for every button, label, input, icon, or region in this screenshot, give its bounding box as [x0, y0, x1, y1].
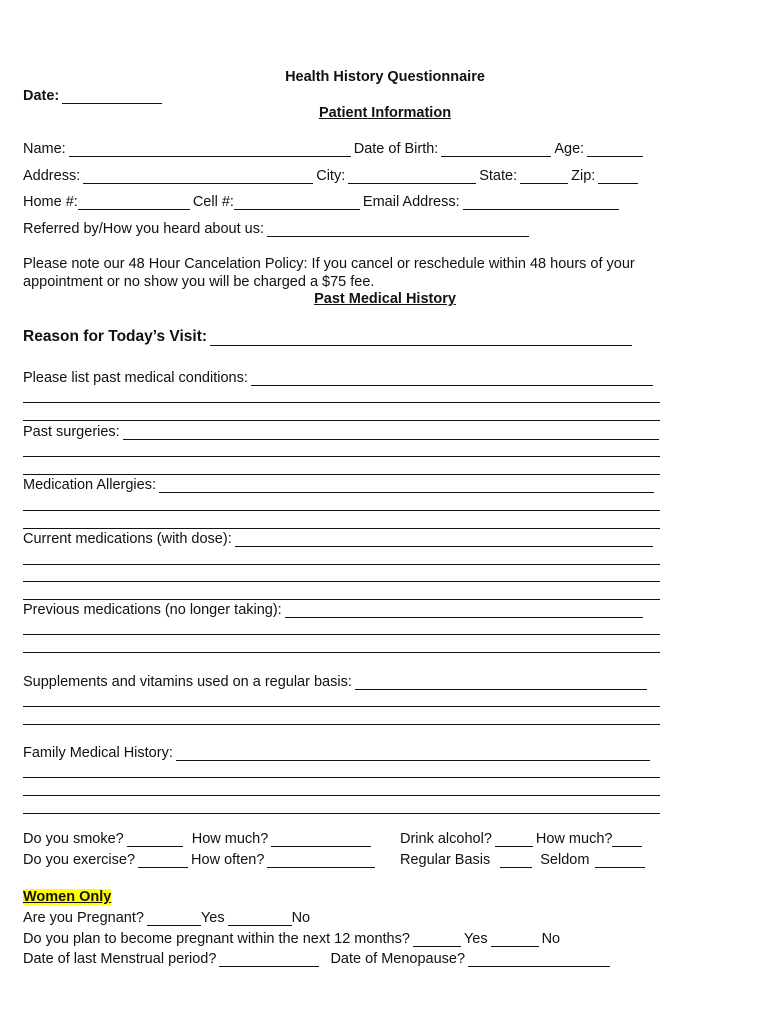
surgeries-line[interactable]: [23, 456, 660, 457]
email-blank[interactable]: [463, 195, 619, 210]
dob-blank[interactable]: [441, 142, 551, 157]
referred-row: [23, 221, 532, 237]
previous-meds-label: Previous medications (no longer taking):: [23, 602, 282, 618]
menstrual-label: Date of last Menstrual period?: [23, 951, 217, 967]
pregnant-no-label: No: [291, 910, 311, 926]
allergies-line[interactable]: [23, 528, 660, 529]
address-blank[interactable]: [83, 169, 313, 184]
past-conditions-line[interactable]: [23, 402, 660, 403]
smoke-how-much-blank[interactable]: [271, 832, 371, 847]
current-meds-label: Current medications (with dose):: [23, 531, 232, 547]
surgeries-row: [23, 424, 662, 440]
supplements-blank[interactable]: [355, 675, 647, 690]
supplements-label: Supplements and vitamins used on a regular basis:: [23, 674, 352, 690]
address-label: Address:: [23, 168, 81, 184]
supplements-line[interactable]: [23, 724, 660, 725]
previous-meds-blank[interactable]: [285, 603, 643, 618]
current-meds-line[interactable]: [23, 599, 660, 600]
alcohol-how-much-label: How much?: [535, 831, 613, 847]
women-only-heading: Women Only: [23, 889, 112, 905]
referred-label: Referred by/How you heard about us:: [23, 221, 264, 237]
state-blank[interactable]: [520, 169, 568, 184]
allergies-line[interactable]: [23, 510, 660, 511]
smoke-label: Do you smoke?: [23, 831, 124, 847]
menstrual-blank[interactable]: [219, 952, 319, 967]
seldom-blank[interactable]: [595, 853, 645, 868]
exercise-row: [23, 852, 378, 868]
allergies-row: [23, 477, 657, 493]
reason-blank[interactable]: [210, 331, 632, 346]
family-history-label: Family Medical History:: [23, 745, 173, 761]
regular-basis-label: Regular Basis: [400, 852, 491, 868]
surgeries-blank[interactable]: [123, 425, 659, 440]
plan-pregnancy-row: [23, 931, 560, 947]
alcohol-blank[interactable]: [495, 832, 533, 847]
surgeries-label: Past surgeries:: [23, 424, 120, 440]
name-row: [23, 141, 646, 157]
home-blank[interactable]: [78, 195, 190, 210]
menopause-label: Date of Menopause?: [330, 951, 466, 967]
state-label: State:: [479, 168, 518, 184]
plan-yes-label: Yes: [463, 931, 488, 947]
past-medical-history-heading: Past Medical History: [314, 291, 456, 307]
dob-label: Date of Birth:: [353, 141, 439, 157]
surgeries-line[interactable]: [23, 474, 660, 475]
phone-row: [23, 194, 622, 210]
family-history-line[interactable]: [23, 777, 660, 778]
family-history-line[interactable]: [23, 813, 660, 814]
exercise-label: Do you exercise?: [23, 852, 136, 868]
cell-label: Cell #:: [192, 194, 234, 210]
form-title: Health History Questionnaire: [285, 69, 485, 85]
age-label: Age:: [554, 141, 585, 157]
age-blank[interactable]: [587, 142, 643, 157]
exercise-blank[interactable]: [138, 853, 188, 868]
city-label: City:: [316, 168, 346, 184]
cell-blank[interactable]: [234, 195, 360, 210]
alcohol-label: Drink alcohol?: [400, 831, 492, 847]
menopause-blank[interactable]: [468, 952, 610, 967]
date-field[interactable]: [23, 88, 165, 104]
family-history-line[interactable]: [23, 795, 660, 796]
current-meds-line[interactable]: [23, 581, 660, 582]
past-conditions-label: Please list past medical conditions:: [23, 370, 248, 386]
seldom-label: Seldom: [540, 852, 590, 868]
pregnant-yes-label: Yes: [200, 910, 225, 926]
plan-pregnancy-label: Do you plan to become pregnant within the next 12 months?: [23, 931, 410, 947]
smoke-blank[interactable]: [127, 832, 183, 847]
menstrual-row: [23, 951, 613, 967]
past-conditions-line[interactable]: [23, 420, 660, 421]
plan-no-label: No: [541, 931, 561, 947]
city-blank[interactable]: [348, 169, 476, 184]
how-often-label: How often?: [191, 852, 265, 868]
previous-meds-line[interactable]: [23, 634, 660, 635]
family-history-row: [23, 745, 653, 761]
exercise-frequency-row: [400, 852, 648, 868]
regular-basis-blank[interactable]: [500, 853, 532, 868]
smoke-how-much-label: How much?: [191, 831, 269, 847]
previous-meds-row: [23, 602, 646, 618]
date-blank[interactable]: [62, 89, 162, 104]
date-label: Date:: [23, 88, 60, 104]
alcohol-how-much-blank[interactable]: [612, 832, 642, 847]
name-label: Name:: [23, 141, 66, 157]
how-often-blank[interactable]: [267, 853, 375, 868]
pregnant-label: Are you Pregnant?: [23, 910, 144, 926]
supplements-row: [23, 674, 650, 690]
patient-info-heading: Patient Information: [318, 105, 452, 121]
reason-label: Reason for Today’s Visit:: [23, 328, 208, 345]
reason-row: [23, 328, 635, 346]
zip-blank[interactable]: [598, 169, 638, 184]
current-meds-row: [23, 531, 656, 547]
zip-label: Zip:: [571, 168, 596, 184]
current-meds-line[interactable]: [23, 564, 660, 565]
alcohol-row: [400, 831, 645, 847]
smoke-row: [23, 831, 374, 847]
pregnant-yes-blank[interactable]: [147, 911, 201, 926]
previous-meds-line[interactable]: [23, 652, 660, 653]
pregnant-row: [23, 910, 310, 926]
allergies-blank[interactable]: [159, 478, 654, 493]
allergies-label: Medication Allergies:: [23, 477, 156, 493]
plan-yes-blank[interactable]: [413, 932, 461, 947]
past-conditions-blank[interactable]: [251, 371, 653, 386]
pregnant-no-blank[interactable]: [228, 911, 292, 926]
cancelation-policy: Please note our 48 Hour Cancelation Policy: If you cancel or reschedule within 48 hours of your appointment or no show you will be charged a $75 fee.: [23, 256, 635, 290]
address-row: [23, 168, 641, 184]
current-meds-blank[interactable]: [235, 532, 653, 547]
plan-no-blank[interactable]: [491, 932, 539, 947]
referred-blank[interactable]: [267, 222, 529, 237]
email-label: Email Address:: [362, 194, 460, 210]
name-blank[interactable]: [69, 142, 351, 157]
home-label: Home #:: [23, 194, 78, 210]
supplements-line[interactable]: [23, 706, 660, 707]
past-conditions-row: [23, 370, 656, 386]
family-history-blank[interactable]: [176, 746, 650, 761]
